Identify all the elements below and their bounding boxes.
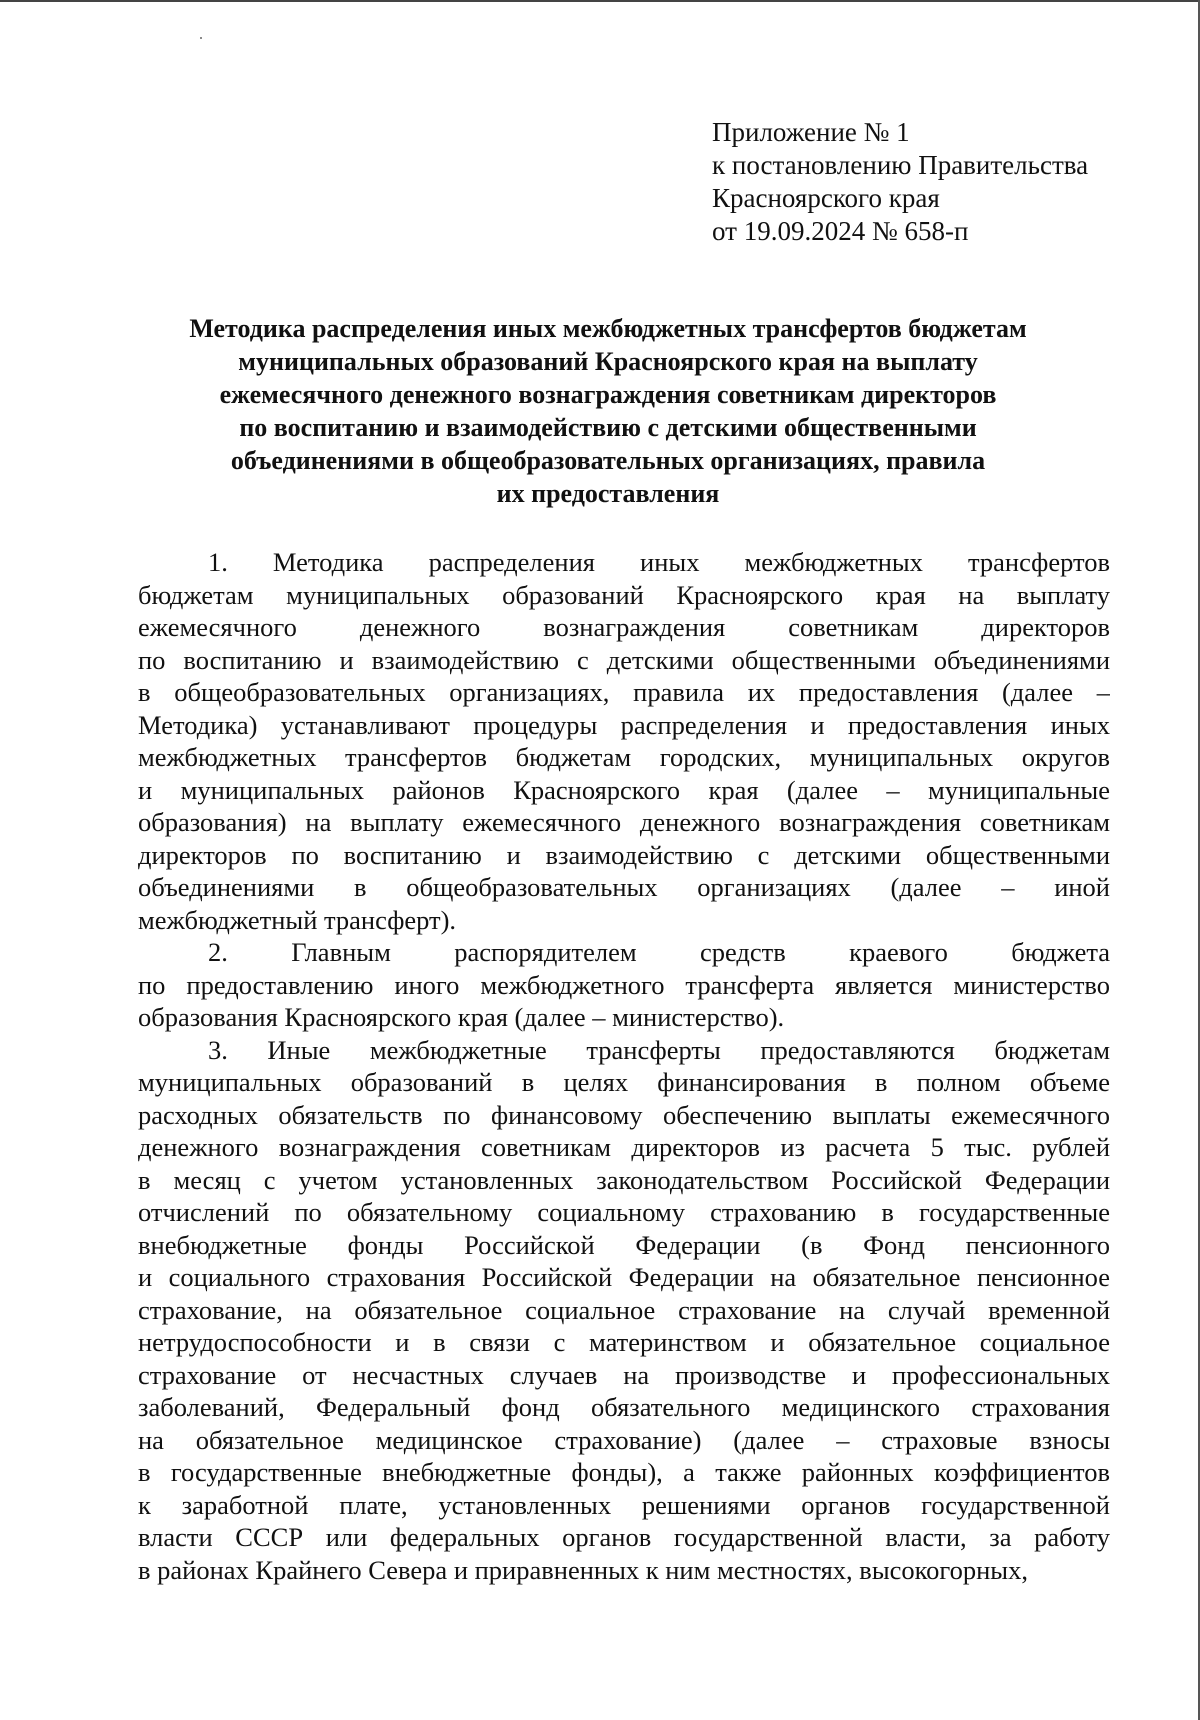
paragraph-line: директоров по воспитанию и взаимодействию с детскими общественными — [138, 839, 1110, 870]
paragraph-line: межбюджетных трансфертов бюджетам городских, муниципальных округов — [138, 742, 1110, 772]
paragraph-line: внебюджетные фонды Российской Федерации (в Фонд пенсионного — [138, 1229, 1110, 1260]
paragraph-1 — [138, 546, 1110, 936]
paragraph-line: объединениями в общеобразовательных организациях (далее – иной — [138, 872, 1110, 902]
paragraph-line: нетрудоспособности и в связи с материнством и обязательное социальное — [138, 1327, 1110, 1357]
paragraph-line: муниципальных образований в целях финансирования в полном объеме — [138, 1067, 1110, 1097]
title-line: муниципальных образований Красноярского края на выплату — [238, 347, 978, 376]
paragraph-line: в государственные внебюджетные фонды), а также районных коэффициентов — [138, 1457, 1110, 1487]
document-title — [138, 312, 1078, 510]
paragraph-line: отчислений по обязательному социальному страхованию в государственные — [138, 1197, 1110, 1227]
title-line: Методика распределения иных межбюджетных трансфертов бюджетам — [189, 314, 1027, 343]
paragraph-line: образования) на выплату ежемесячного денежного вознаграждения советникам — [138, 807, 1110, 837]
paragraph-line: страхование от несчастных случаев на производстве и профессиональных — [138, 1359, 1110, 1390]
scan-speck — [200, 37, 202, 39]
paragraph-line: и социального страхования Российской Федерации на обязательное пенсионное — [138, 1262, 1110, 1292]
scan-edge-top — [0, 0, 1200, 2]
paragraph-line: денежного вознаграждения советникам директоров из расчета 5 тыс. рублей — [138, 1132, 1110, 1162]
appendix-header — [712, 116, 1152, 248]
paragraph-line: страхование, на обязательное социальное страхование на случай временной — [138, 1294, 1110, 1325]
paragraph-line: бюджетам муниципальных образований Красноярского края на выплату — [138, 579, 1110, 610]
paragraph-line: по предоставлению иного межбюджетного трансферта является министерство — [138, 969, 1110, 1000]
paragraph-line: 2. Главным распорядителем средств краевого бюджета — [208, 937, 1110, 967]
appendix-line: Приложение № 1 — [712, 117, 910, 147]
paragraph-line: межбюджетный трансферт). — [138, 904, 457, 935]
paragraph-line: к заработной плате, установленных решениями органов государственной — [138, 1489, 1110, 1520]
paragraph-line: расходных обязательств по финансовому обеспечению выплаты ежемесячного — [138, 1099, 1110, 1130]
paragraph-line: заболеваний, Федеральный фонд обязательного медицинского страхования — [138, 1392, 1110, 1422]
paragraph-line: по воспитанию и взаимодействию с детскими общественными объединениями — [138, 644, 1110, 675]
paragraph-2 — [138, 936, 1110, 1034]
appendix-line: к постановлению Правительства — [712, 150, 1089, 180]
paragraph-line: 3. Иные межбюджетные трансферты предоставляются бюджетам — [208, 1034, 1110, 1065]
title-line: их предоставления — [496, 479, 720, 508]
paragraph-line: и муниципальных районов Красноярского края (далее – муниципальные — [138, 774, 1110, 805]
paragraph-line: Методика) устанавливают процедуры распределения и предоставления иных — [138, 709, 1110, 740]
title-line: объединениями в общеобразовательных организациях, правила — [230, 446, 986, 475]
paragraph-line: в общеобразовательных организациях, правила их предоставления (далее – — [138, 677, 1110, 707]
appendix-line: от 19.09.2024 № 658-п — [712, 216, 969, 246]
appendix-line: Красноярского края — [712, 183, 940, 213]
paragraph-line: 1. Методика распределения иных межбюджетных трансфертов — [208, 547, 1110, 577]
paragraph-line: образования Красноярского края (далее – министерство). — [138, 1002, 785, 1032]
paragraph-line: в районах Крайнего Севера и приравненных к ним местностях, высокогорных, — [138, 1554, 1028, 1585]
paragraph-3 — [138, 1034, 1110, 1587]
paragraph-line: власти СССР или федеральных органов государственной власти, за работу — [138, 1522, 1110, 1552]
title-line: по воспитанию и взаимодействию с детскими общественными — [239, 413, 977, 442]
title-line: ежемесячного денежного вознаграждения советникам директоров — [219, 380, 997, 409]
paragraph-line: в месяц с учетом установленных законодательством Российской Федерации — [138, 1164, 1110, 1195]
paragraph-line: ежемесячного денежного вознаграждения советникам директоров — [138, 612, 1110, 642]
document-body — [138, 546, 1110, 1586]
paragraph-line: на обязательное медицинское страхование) (далее – страховые взносы — [138, 1424, 1110, 1455]
